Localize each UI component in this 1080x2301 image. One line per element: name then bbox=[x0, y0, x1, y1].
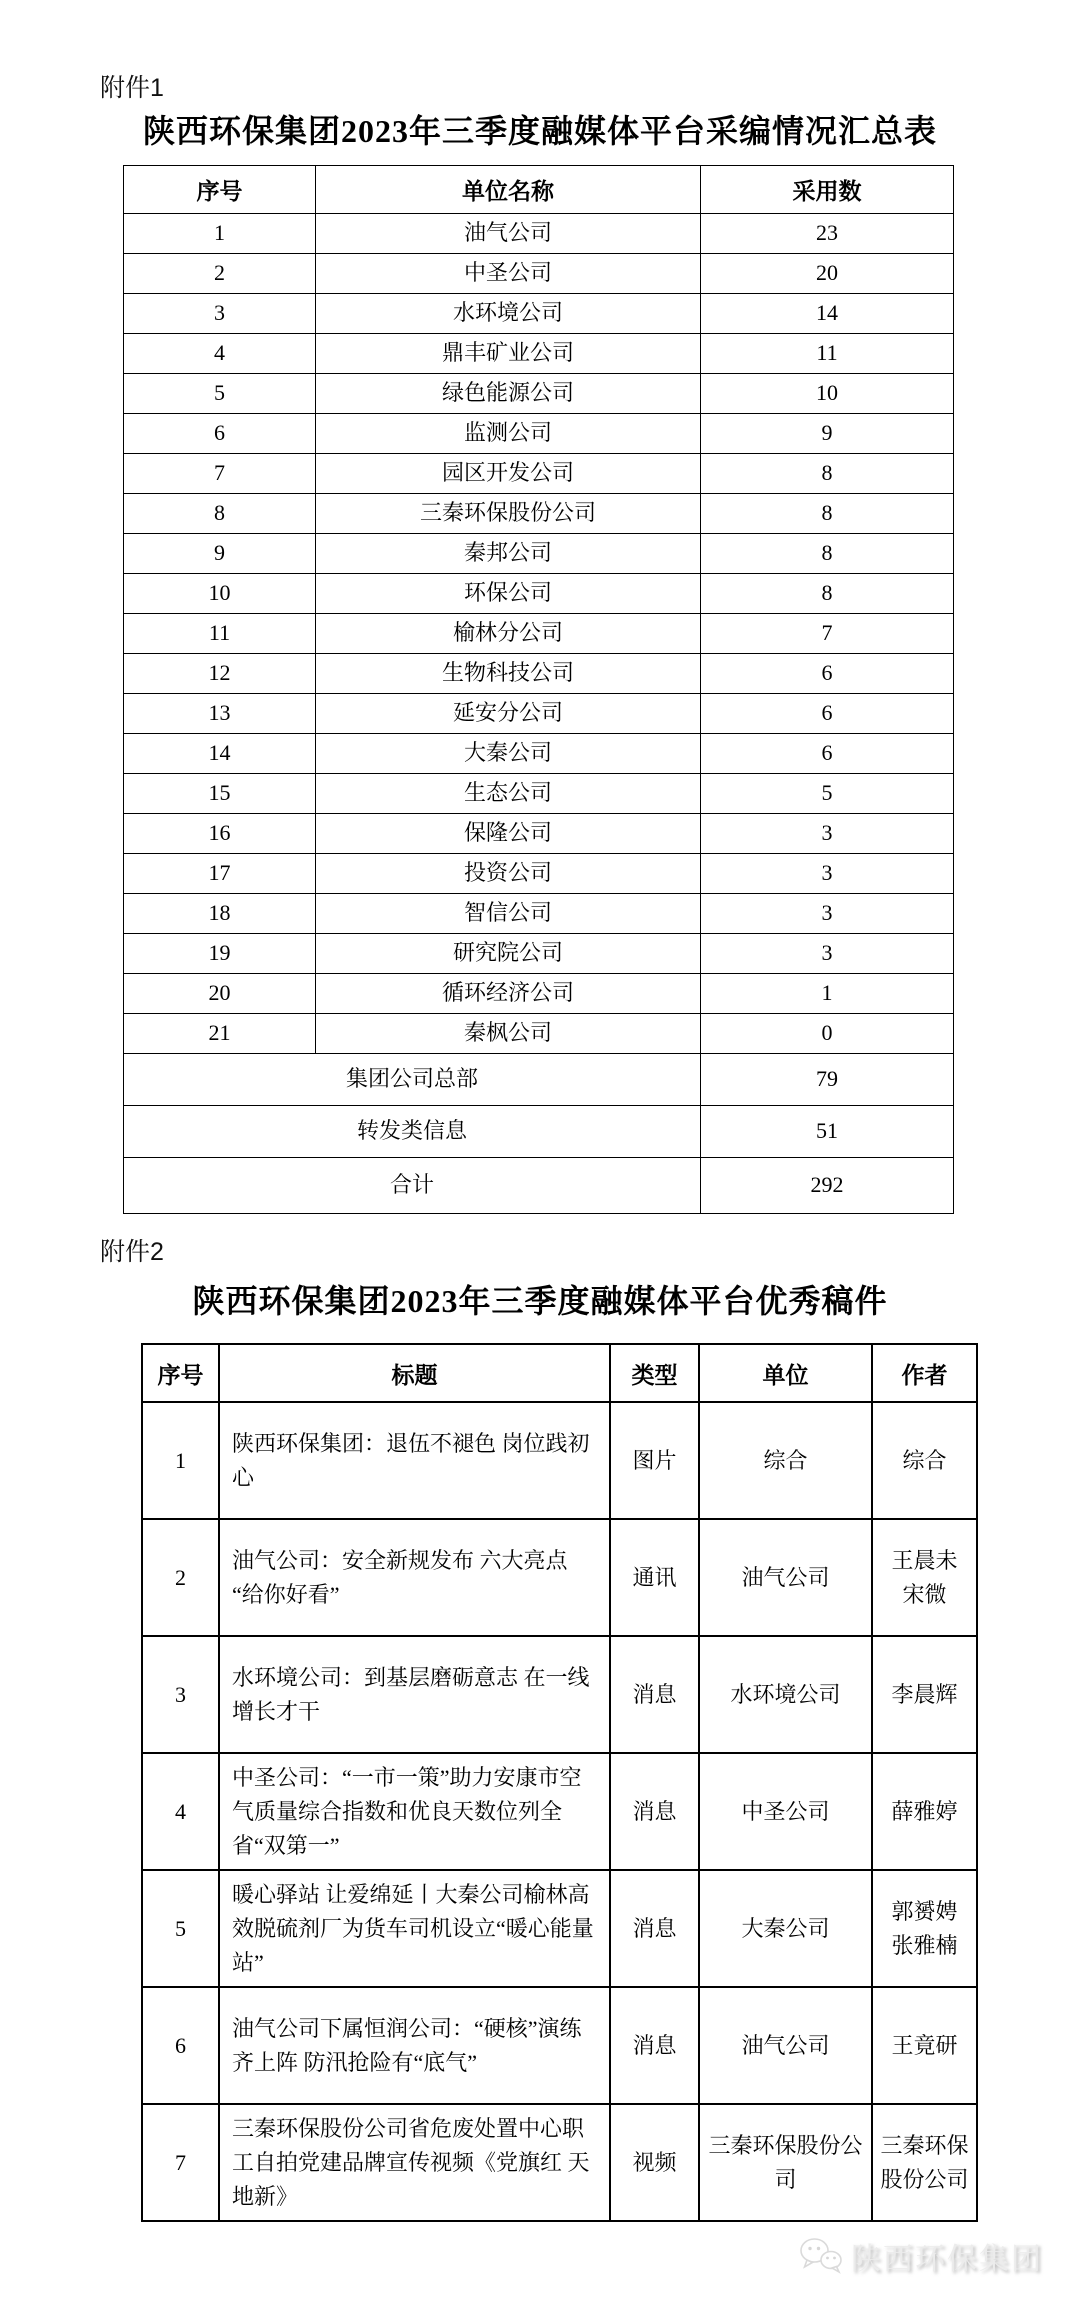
cell-unit: 大秦公司 bbox=[316, 734, 701, 774]
cell-type: 消息 bbox=[610, 1636, 699, 1753]
cell-unit: 投资公司 bbox=[316, 854, 701, 894]
cell-no: 7 bbox=[124, 454, 316, 494]
table-row bbox=[124, 254, 954, 294]
cell-unit: 中圣公司 bbox=[699, 1753, 872, 1870]
cell-no: 10 bbox=[124, 574, 316, 614]
cell-count: 51 bbox=[701, 1106, 954, 1158]
cell-no: 16 bbox=[124, 814, 316, 854]
header-type: 类型 bbox=[610, 1344, 699, 1402]
table-row bbox=[124, 374, 954, 414]
table-row bbox=[124, 854, 954, 894]
cell-unit: 延安分公司 bbox=[316, 694, 701, 734]
cell-unit: 智信公司 bbox=[316, 894, 701, 934]
table-row bbox=[124, 614, 954, 654]
header-count: 采用数 bbox=[701, 166, 954, 214]
cell-count: 5 bbox=[701, 774, 954, 814]
cell-no: 13 bbox=[124, 694, 316, 734]
cell-count: 6 bbox=[701, 734, 954, 774]
cell-no: 1 bbox=[142, 1402, 219, 1519]
header-author: 作者 bbox=[872, 1344, 977, 1402]
table-row bbox=[124, 334, 954, 374]
cell-unit: 水环境公司 bbox=[316, 294, 701, 334]
cell-type: 视频 bbox=[610, 2104, 699, 2221]
table-row bbox=[124, 414, 954, 454]
cell-label: 转发类信息 bbox=[124, 1106, 701, 1158]
table-row bbox=[142, 1753, 977, 1870]
table-row bbox=[124, 294, 954, 334]
cell-author: 三秦环保股份公司 bbox=[872, 2104, 977, 2221]
cell-title: 暖心驿站 让爱绵延丨大秦公司榆林高效脱硫剂厂为货车司机设立“暖心能量站” bbox=[219, 1870, 610, 1987]
cell-no: 2 bbox=[142, 1519, 219, 1636]
table-row bbox=[124, 734, 954, 774]
cell-unit: 鼎丰矿业公司 bbox=[316, 334, 701, 374]
cell-author: 薛雅婷 bbox=[872, 1753, 977, 1870]
table-row bbox=[124, 574, 954, 614]
cell-unit: 大秦公司 bbox=[699, 1870, 872, 1987]
cell-count: 14 bbox=[701, 294, 954, 334]
header-no: 序号 bbox=[142, 1344, 219, 1402]
cell-count: 1 bbox=[701, 974, 954, 1014]
cell-no: 3 bbox=[142, 1636, 219, 1753]
cell-type: 消息 bbox=[610, 1987, 699, 2104]
cell-count: 8 bbox=[701, 534, 954, 574]
header-no: 序号 bbox=[124, 166, 316, 214]
attachment2-table bbox=[141, 1343, 978, 2222]
table-row bbox=[124, 1106, 954, 1158]
cell-type: 消息 bbox=[610, 1870, 699, 1987]
cell-count: 292 bbox=[701, 1158, 954, 1214]
table-row bbox=[142, 1987, 977, 2104]
cell-unit: 环保公司 bbox=[316, 574, 701, 614]
cell-unit: 循环经济公司 bbox=[316, 974, 701, 1014]
cell-count: 9 bbox=[701, 414, 954, 454]
table-header-row bbox=[124, 166, 954, 214]
cell-no: 4 bbox=[142, 1753, 219, 1870]
cell-unit: 综合 bbox=[699, 1402, 872, 1519]
cell-unit: 绿色能源公司 bbox=[316, 374, 701, 414]
cell-label: 合计 bbox=[124, 1158, 701, 1214]
cell-count: 20 bbox=[701, 254, 954, 294]
table-row bbox=[124, 1158, 954, 1214]
cell-no: 6 bbox=[142, 1987, 219, 2104]
table-row bbox=[142, 2104, 977, 2221]
cell-count: 8 bbox=[701, 454, 954, 494]
table-row bbox=[124, 934, 954, 974]
table-row bbox=[124, 1054, 954, 1106]
cell-count: 23 bbox=[701, 214, 954, 254]
cell-author: 王竟研 bbox=[872, 1987, 977, 2104]
cell-no: 5 bbox=[124, 374, 316, 414]
cell-no: 3 bbox=[124, 294, 316, 334]
cell-title: 油气公司：安全新规发布 六大亮点 “给你好看” bbox=[219, 1519, 610, 1636]
cell-no: 8 bbox=[124, 494, 316, 534]
cell-count: 8 bbox=[701, 574, 954, 614]
cell-count: 11 bbox=[701, 334, 954, 374]
cell-author: 王晨未 宋微 bbox=[872, 1519, 977, 1636]
cell-title: 三秦环保股份公司省危废处置中心职工自拍党建品牌宣传视频《党旗红 天地新》 bbox=[219, 2104, 610, 2221]
attachment1-label: 附件1 bbox=[100, 74, 164, 102]
cell-unit: 园区开发公司 bbox=[316, 454, 701, 494]
cell-no: 12 bbox=[124, 654, 316, 694]
table-row bbox=[124, 214, 954, 254]
cell-unit: 保隆公司 bbox=[316, 814, 701, 854]
cell-unit: 秦枫公司 bbox=[316, 1014, 701, 1054]
table-header-row bbox=[142, 1344, 977, 1402]
cell-unit: 水环境公司 bbox=[699, 1636, 872, 1753]
cell-unit: 生物科技公司 bbox=[316, 654, 701, 694]
cell-count: 3 bbox=[701, 894, 954, 934]
table-row bbox=[124, 1014, 954, 1054]
table-row bbox=[124, 894, 954, 934]
cell-no: 6 bbox=[124, 414, 316, 454]
attachment2-label: 附件2 bbox=[100, 1238, 164, 1266]
watermark-text: 陕西环保集团 bbox=[851, 2243, 1043, 2276]
cell-unit: 油气公司 bbox=[316, 214, 701, 254]
attachment2-title: 陕西环保集团2023年三季度融媒体平台优秀稿件 bbox=[192, 1283, 888, 1319]
cell-type: 图片 bbox=[610, 1402, 699, 1519]
table-row bbox=[124, 654, 954, 694]
cell-title: 陕西环保集团：退伍不褪色 岗位践初心 bbox=[219, 1402, 610, 1519]
cell-no: 19 bbox=[124, 934, 316, 974]
cell-count: 3 bbox=[701, 814, 954, 854]
cell-title: 水环境公司：到基层磨砺意志 在一线增长才干 bbox=[219, 1636, 610, 1753]
attachment1-table bbox=[123, 165, 954, 1214]
table-row bbox=[124, 774, 954, 814]
cell-count: 6 bbox=[701, 654, 954, 694]
cell-title: 油气公司下属恒润公司：“硬核”演练齐上阵 防汛抢险有“底气” bbox=[219, 1987, 610, 2104]
cell-unit: 榆林分公司 bbox=[316, 614, 701, 654]
cell-no: 5 bbox=[142, 1870, 219, 1987]
table-row bbox=[142, 1636, 977, 1753]
header-title: 标题 bbox=[219, 1344, 610, 1402]
table-row bbox=[142, 1870, 977, 1987]
cell-unit: 监测公司 bbox=[316, 414, 701, 454]
wechat-icon bbox=[797, 2236, 845, 2276]
table-row bbox=[124, 694, 954, 734]
cell-no: 14 bbox=[124, 734, 316, 774]
cell-type: 通讯 bbox=[610, 1519, 699, 1636]
cell-author: 李晨辉 bbox=[872, 1636, 977, 1753]
cell-no: 7 bbox=[142, 2104, 219, 2221]
cell-unit: 研究院公司 bbox=[316, 934, 701, 974]
cell-count: 7 bbox=[701, 614, 954, 654]
attachment1-title: 陕西环保集团2023年三季度融媒体平台采编情况汇总表 bbox=[142, 113, 937, 149]
table-row bbox=[124, 534, 954, 574]
cell-count: 3 bbox=[701, 854, 954, 894]
cell-label: 集团公司总部 bbox=[124, 1054, 701, 1106]
cell-unit: 中圣公司 bbox=[316, 254, 701, 294]
cell-unit: 油气公司 bbox=[699, 1987, 872, 2104]
cell-author: 郭赟娉 张雅楠 bbox=[872, 1870, 977, 1987]
watermark bbox=[797, 2234, 1043, 2278]
cell-count: 6 bbox=[701, 694, 954, 734]
cell-author: 综合 bbox=[872, 1402, 977, 1519]
cell-type: 消息 bbox=[610, 1753, 699, 1870]
cell-no: 11 bbox=[124, 614, 316, 654]
table-row bbox=[142, 1519, 977, 1636]
table-row bbox=[124, 814, 954, 854]
cell-count: 0 bbox=[701, 1014, 954, 1054]
cell-no: 4 bbox=[124, 334, 316, 374]
header-unit: 单位 bbox=[699, 1344, 872, 1402]
cell-no: 9 bbox=[124, 534, 316, 574]
cell-title: 中圣公司：“一市一策”助力安康市空气质量综合指数和优良天数位列全省“双第一” bbox=[219, 1753, 610, 1870]
cell-no: 20 bbox=[124, 974, 316, 1014]
cell-no: 17 bbox=[124, 854, 316, 894]
cell-unit: 三秦环保股份公司 bbox=[699, 2104, 872, 2221]
cell-count: 10 bbox=[701, 374, 954, 414]
cell-count: 8 bbox=[701, 494, 954, 534]
cell-no: 1 bbox=[124, 214, 316, 254]
cell-no: 18 bbox=[124, 894, 316, 934]
cell-unit: 油气公司 bbox=[699, 1519, 872, 1636]
cell-count: 3 bbox=[701, 934, 954, 974]
cell-unit: 秦邦公司 bbox=[316, 534, 701, 574]
table-row bbox=[124, 974, 954, 1014]
cell-unit: 生态公司 bbox=[316, 774, 701, 814]
header-unit: 单位名称 bbox=[316, 166, 701, 214]
table-row bbox=[124, 494, 954, 534]
cell-no: 21 bbox=[124, 1014, 316, 1054]
table-row bbox=[124, 454, 954, 494]
cell-count: 79 bbox=[701, 1054, 954, 1106]
table-row bbox=[142, 1402, 977, 1519]
cell-no: 2 bbox=[124, 254, 316, 294]
cell-unit: 三秦环保股份公司 bbox=[316, 494, 701, 534]
cell-no: 15 bbox=[124, 774, 316, 814]
